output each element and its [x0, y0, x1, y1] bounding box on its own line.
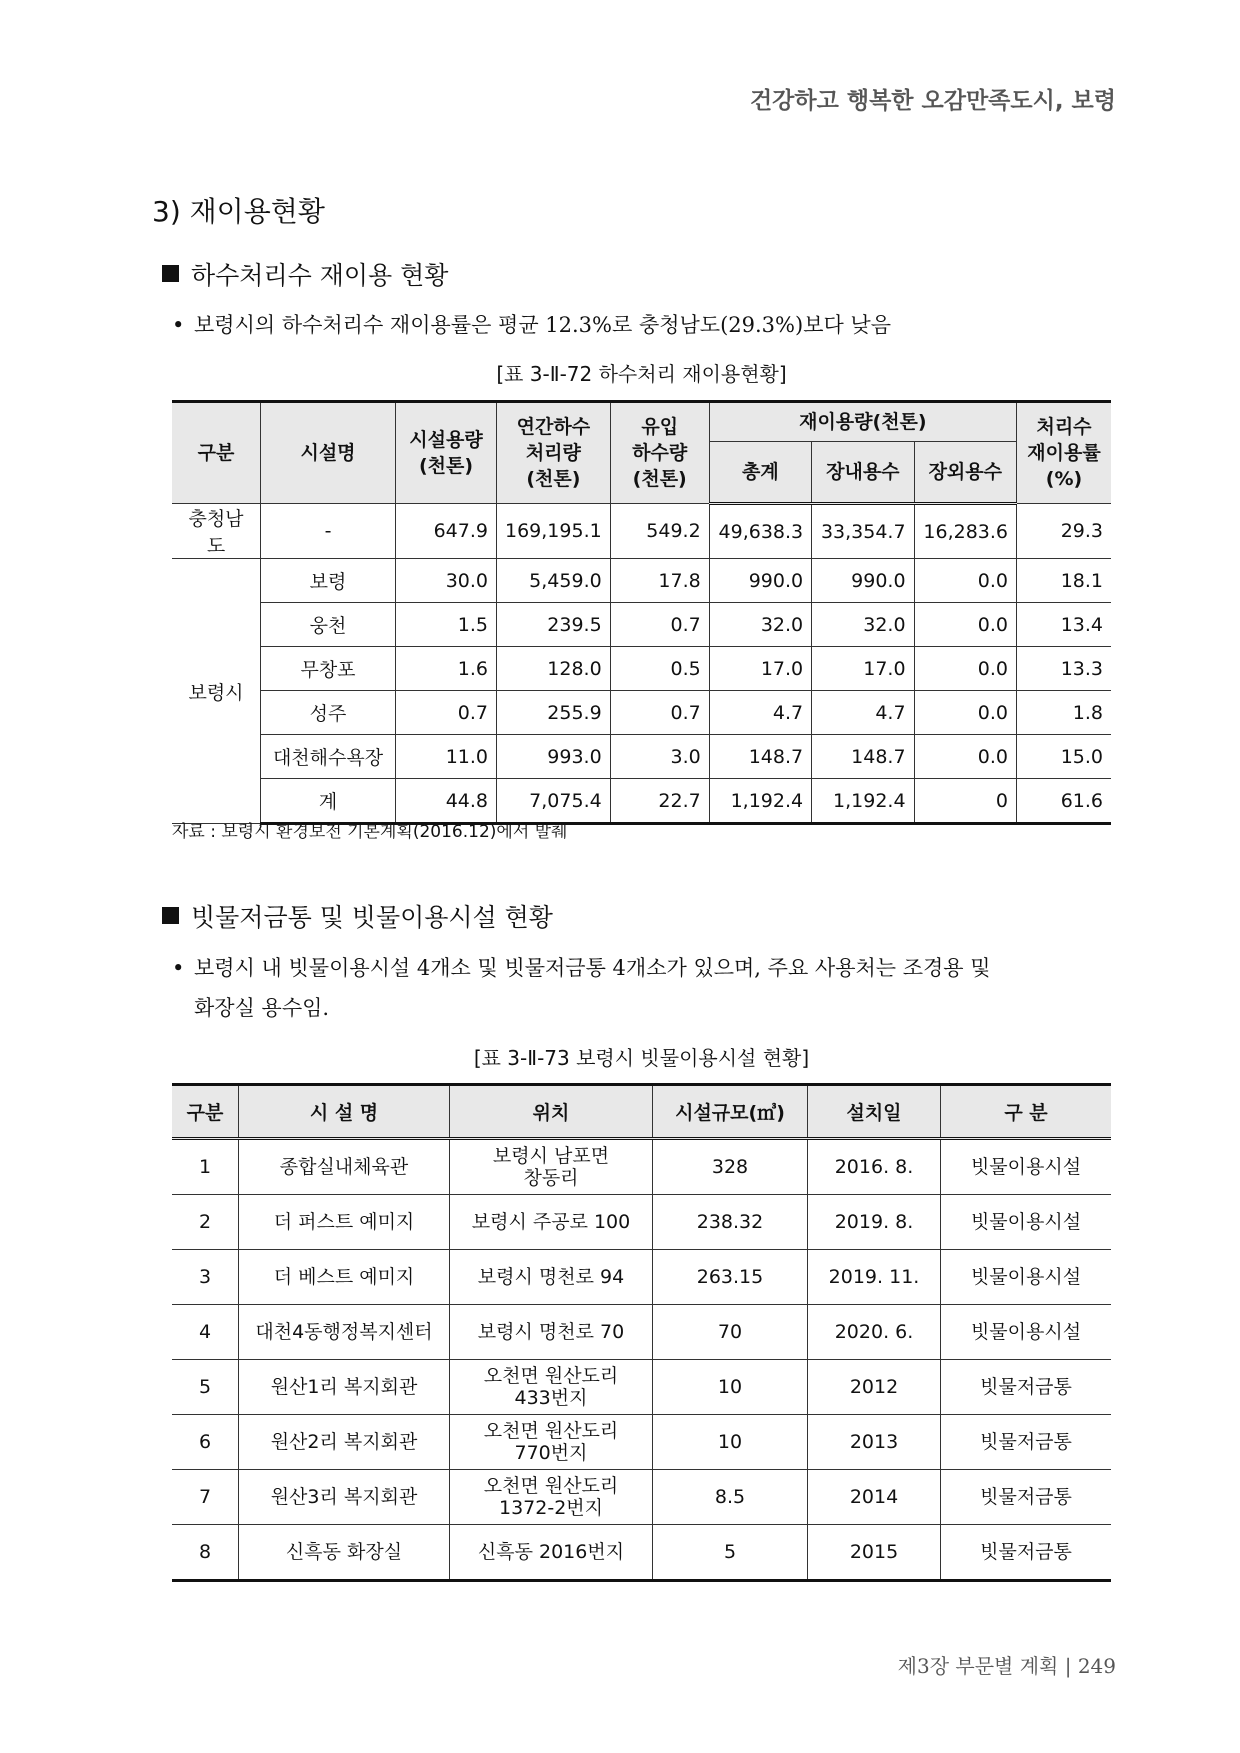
- subsection-title-text: 하수처리수 재이용 현황: [191, 261, 449, 290]
- header-inflow-line1: 유입: [641, 416, 679, 438]
- cell-date: 2019. 8.: [808, 1195, 941, 1250]
- cell-value: 13.4: [1017, 603, 1112, 647]
- header-location: 위치: [450, 1085, 653, 1139]
- cell-value: 128.0: [497, 647, 611, 691]
- header-gubun: 구분: [172, 402, 261, 504]
- cell-type: 빗물이용시설: [941, 1305, 1112, 1360]
- cell-value: 0.5: [610, 647, 709, 691]
- table-row: [172, 691, 1111, 735]
- header-capacity: [396, 402, 497, 504]
- cell-location: [450, 1415, 653, 1470]
- header-size: 시설규모(㎥): [653, 1085, 808, 1139]
- cell-size: 8.5: [653, 1470, 808, 1525]
- cell-size: 70: [653, 1305, 808, 1360]
- cell-name: 더 퍼스트 예미지: [239, 1195, 450, 1250]
- cell-value: 22.7: [610, 779, 709, 824]
- cell-location-line2: 1372-2번지: [498, 1497, 603, 1519]
- cell-no: 1: [172, 1139, 239, 1195]
- header-reuse-external: 장외용수: [914, 442, 1016, 504]
- table-row: [172, 1305, 1111, 1360]
- cell-value: 549.2: [610, 504, 709, 559]
- cell-type: 빗물이용시설: [941, 1195, 1112, 1250]
- cell-value: 1.6: [396, 647, 497, 691]
- table-source-note: 자료 : 보령시 환경보전 기본계획(2016.12)에서 발췌: [172, 822, 568, 842]
- cell-value: 1,192.4: [812, 779, 914, 824]
- table-row: [172, 1525, 1111, 1581]
- cell-value: 32.0: [709, 603, 811, 647]
- cell-location-line1: 보령시 남포면: [492, 1145, 610, 1167]
- cell-value: 16,283.6: [914, 504, 1016, 559]
- cell-size: 10: [653, 1360, 808, 1415]
- cell-value: 4.7: [709, 691, 811, 735]
- bullet-dot-icon: •: [172, 956, 185, 980]
- header-annual-line3: (천톤): [526, 468, 581, 490]
- cell-value: 1.5: [396, 603, 497, 647]
- bullet-paragraph-rainwater: [172, 948, 991, 1028]
- cell-location: 신흑동 2016번지: [450, 1525, 653, 1581]
- header-capacity-line1: 시설용량: [409, 429, 483, 451]
- cell-value: 0.7: [610, 603, 709, 647]
- header-annual: [497, 402, 611, 504]
- header-inflow-line3: (천톤): [632, 468, 687, 490]
- cell-value: 13.3: [1017, 647, 1112, 691]
- subsection-title-wastewater: [162, 256, 448, 292]
- cell-value: 990.0: [709, 559, 811, 603]
- cell-value: 5,459.0: [497, 559, 611, 603]
- cell-location-line1: 오천면 원산도리: [483, 1365, 619, 1387]
- cell-value: 3.0: [610, 735, 709, 779]
- cell-type: 빗물저금통: [941, 1360, 1112, 1415]
- cell-type: 빗물저금통: [941, 1525, 1112, 1581]
- table-row-province: [172, 504, 1111, 559]
- cell-location-line2: 창동리: [523, 1167, 579, 1189]
- table-row: [172, 735, 1111, 779]
- table-caption-72: [표 3-Ⅱ-72 하수처리 재이용현황]: [496, 362, 787, 386]
- cell-date: 2015: [808, 1525, 941, 1581]
- cell-size: 10: [653, 1415, 808, 1470]
- header-rate-line2: 재이용률: [1027, 442, 1101, 464]
- table-caption-73: [표 3-Ⅱ-73 보령시 빗물이용시설 현황]: [473, 1046, 810, 1070]
- cell-value: 148.7: [812, 735, 914, 779]
- cell-value: 0.0: [914, 647, 1016, 691]
- cell-location-line2: 433번지: [514, 1387, 588, 1409]
- header-inflow: [610, 402, 709, 504]
- cell-no: 5: [172, 1360, 239, 1415]
- cell-location: 보령시 주공로 100: [450, 1195, 653, 1250]
- cell-value: 17.8: [610, 559, 709, 603]
- cell-value: 17.0: [709, 647, 811, 691]
- cell-value: 11.0: [396, 735, 497, 779]
- section-title: 3) 재이용현황: [152, 195, 325, 228]
- table-row: [172, 603, 1111, 647]
- cell-name: 대천4동행정복지센터: [239, 1305, 450, 1360]
- cell-value: 0.0: [914, 603, 1016, 647]
- cell-value: 1.8: [1017, 691, 1112, 735]
- footer-separator: |: [1064, 1654, 1072, 1678]
- header-name: 시 설 명: [239, 1085, 450, 1139]
- cell-facility: 무창포: [261, 647, 396, 691]
- cell-value: 15.0: [1017, 735, 1112, 779]
- cell-no: 8: [172, 1525, 239, 1581]
- cell-value: 33,354.7: [812, 504, 914, 559]
- cell-date: 2016. 8.: [808, 1139, 941, 1195]
- cell-value: 0.0: [914, 735, 1016, 779]
- cell-value: 7,075.4: [497, 779, 611, 824]
- cell-value: 239.5: [497, 603, 611, 647]
- header-rate: [1017, 402, 1112, 504]
- cell-date: 2014: [808, 1470, 941, 1525]
- cell-type: 빗물이용시설: [941, 1139, 1112, 1195]
- cell-facility: 계: [261, 779, 396, 824]
- bullet-dot-icon: •: [172, 313, 185, 337]
- cell-location: [450, 1470, 653, 1525]
- cell-city-name: 보령시: [172, 559, 261, 824]
- square-bullet-icon: [162, 907, 179, 924]
- page-footer: [898, 1650, 1116, 1679]
- cell-province-name: 충청남도: [172, 504, 261, 559]
- subsection-title-text: 빗물저금통 및 빗물이용시설 현황: [191, 903, 553, 932]
- cell-no: 7: [172, 1470, 239, 1525]
- table-row: [172, 1415, 1111, 1470]
- table-row: [172, 1360, 1111, 1415]
- cell-date: 2013: [808, 1415, 941, 1470]
- cell-value: 0.7: [396, 691, 497, 735]
- cell-value: 1,192.4: [709, 779, 811, 824]
- cell-name: 원산3리 복지회관: [239, 1470, 450, 1525]
- cell-date: 2020. 6.: [808, 1305, 941, 1360]
- table-row: [172, 1250, 1111, 1305]
- cell-location: 보령시 명천로 70: [450, 1305, 653, 1360]
- bullet-text-line1: 보령시 내 빗물이용시설 4개소 및 빗물저금통 4개소가 있으며, 주요 사용처는 조경용 및: [194, 956, 991, 980]
- cell-no: 2: [172, 1195, 239, 1250]
- cell-value: 4.7: [812, 691, 914, 735]
- cell-facility: -: [261, 504, 396, 559]
- cell-size: 263.15: [653, 1250, 808, 1305]
- cell-location-line2: 770번지: [514, 1442, 588, 1464]
- header-inflow-line2: 하수량: [632, 442, 688, 464]
- cell-value: 148.7: [709, 735, 811, 779]
- footer-chapter: 제3장 부문별 계획: [897, 1654, 1059, 1678]
- cell-size: 328: [653, 1139, 808, 1195]
- cell-value: 18.1: [1017, 559, 1112, 603]
- cell-facility: 성주: [261, 691, 396, 735]
- header-reuse-internal: 장내용수: [812, 442, 914, 504]
- header-reuse-total: 총계: [709, 442, 811, 504]
- cell-facility: 대천해수욕장: [261, 735, 396, 779]
- cell-no: 4: [172, 1305, 239, 1360]
- table-row: [172, 1470, 1111, 1525]
- cell-value: 255.9: [497, 691, 611, 735]
- bullet-text: 보령시의 하수처리수 재이용률은 평균 12.3%로 충청남도(29.3%)보다 낮음: [194, 313, 892, 337]
- table-row: [172, 559, 1111, 603]
- cell-date: 2019. 11.: [808, 1250, 941, 1305]
- cell-facility: 웅천: [261, 603, 396, 647]
- cell-value: 32.0: [812, 603, 914, 647]
- header-facility: 시설명: [261, 402, 396, 504]
- header-annual-line2: 처리량: [525, 442, 581, 464]
- cell-location-line1: 오천면 원산도리: [483, 1475, 619, 1497]
- reuse-status-table: [172, 400, 1111, 825]
- cell-value: 17.0: [812, 647, 914, 691]
- bullet-paragraph-wastewater: [172, 305, 891, 345]
- cell-value: 44.8: [396, 779, 497, 824]
- cell-value: 0: [914, 779, 1016, 824]
- rainwater-facility-table: [172, 1083, 1111, 1582]
- cell-name: 더 베스트 예미지: [239, 1250, 450, 1305]
- table-row: [172, 1195, 1111, 1250]
- cell-value: 49,638.3: [709, 504, 811, 559]
- cell-size: 238.32: [653, 1195, 808, 1250]
- cell-value: 169,195.1: [497, 504, 611, 559]
- header-reuse: 재이용량(천톤): [709, 402, 1016, 442]
- cell-no: 3: [172, 1250, 239, 1305]
- header-date: 설치일: [808, 1085, 941, 1139]
- cell-no: 6: [172, 1415, 239, 1470]
- cell-value: 61.6: [1017, 779, 1112, 824]
- header-type: 구 분: [941, 1085, 1112, 1139]
- cell-name: 종합실내체육관: [239, 1139, 450, 1195]
- cell-value: 30.0: [396, 559, 497, 603]
- cell-value: 990.0: [812, 559, 914, 603]
- cell-name: 원산2리 복지회관: [239, 1415, 450, 1470]
- table-row: [172, 1139, 1111, 1195]
- header-no: 구분: [172, 1085, 239, 1139]
- cell-value: 0.0: [914, 691, 1016, 735]
- cell-name: 원산1리 복지회관: [239, 1360, 450, 1415]
- header-capacity-line2: (천톤): [418, 455, 474, 477]
- cell-location: [450, 1139, 653, 1195]
- header-rate-line1: 처리수: [1036, 416, 1092, 438]
- cell-date: 2012: [808, 1360, 941, 1415]
- cell-name: 신흑동 화장실: [239, 1525, 450, 1581]
- table-row: [172, 647, 1111, 691]
- bullet-text-line2: 화장실 용수임.: [194, 996, 330, 1020]
- cell-value: 29.3: [1017, 504, 1112, 559]
- cell-value: 647.9: [396, 504, 497, 559]
- cell-type: 빗물저금통: [941, 1415, 1112, 1470]
- cell-value: 993.0: [497, 735, 611, 779]
- cell-value: 0.7: [610, 691, 709, 735]
- cell-location-line1: 오천면 원산도리: [483, 1420, 619, 1442]
- cell-type: 빗물이용시설: [941, 1250, 1112, 1305]
- cell-type: 빗물저금통: [941, 1470, 1112, 1525]
- cell-location: [450, 1360, 653, 1415]
- page-number: 249: [1077, 1654, 1116, 1678]
- running-header: 건강하고 행복한 오감만족도시, 보령: [749, 88, 1116, 114]
- square-bullet-icon: [162, 265, 179, 282]
- cell-location: 보령시 명천로 94: [450, 1250, 653, 1305]
- cell-value: 0.0: [914, 559, 1016, 603]
- header-annual-line1: 연간하수: [516, 416, 591, 438]
- cell-size: 5: [653, 1525, 808, 1581]
- header-rate-line3: (%): [1045, 468, 1083, 490]
- cell-facility: 보령: [261, 559, 396, 603]
- subsection-title-rainwater: [162, 898, 553, 934]
